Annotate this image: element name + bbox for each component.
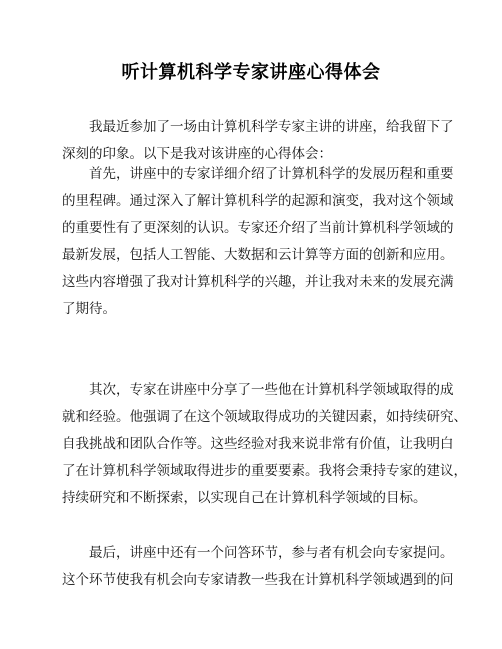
paragraph-line: 最新发展，包括人工智能、大数据和云计算等方面的创新和应用。	[62, 247, 454, 263]
paragraph-line: 这些内容增强了我对计算机科学的兴趣，并让我对未来的发展充满	[62, 274, 454, 290]
paragraph-line: 我最近参加了一场由计算机科学专家主讲的讲座，给我留下了	[89, 119, 454, 135]
paragraph-line: 就和经验。他强调了在这个领域取得成功的关键因素，如持续研究、	[62, 409, 467, 425]
paragraph-line: 最后，讲座中还有一个问答环节，参与者有机会向专家提问。	[89, 545, 454, 561]
paragraph-first	[62, 161, 462, 323]
paragraph-line: 这个环节使我有机会向专家请教一些我在计算机科学领域遇到的问	[62, 572, 454, 588]
paragraph-last	[62, 540, 462, 594]
paragraph-line: 了期待。	[62, 301, 116, 317]
paragraph-line: 的里程碑。通过深入了解计算机科学的起源和演变，我对这个领域	[62, 193, 454, 209]
paragraph-intro	[62, 114, 462, 168]
paragraph-line: 持续研究和不断探索，以实现自己在计算机科学领域的目标。	[62, 490, 427, 506]
paragraph-line: 其次，专家在讲座中分享了一些他在计算机科学领域取得的成	[89, 382, 454, 398]
paragraph-second	[62, 377, 467, 512]
paragraph-line: 的重要性有了更深刻的认识。专家还介绍了当前计算机科学领域的	[62, 220, 454, 236]
paragraph-line: 自我挑战和团队合作等。这些经验对我来说非常有价值，让我明白	[62, 436, 454, 452]
document-title: 听计算机科学专家讲座心得体会	[121, 62, 381, 83]
paragraph-line: 首先，讲座中的专家详细介绍了计算机科学的发展历程和重要	[89, 166, 454, 182]
paragraph-line: 深刻的印象。以下是我对该讲座的心得体会：	[62, 146, 332, 162]
paragraph-line: 了在计算机科学领域取得进步的重要要素。我将会秉持专家的建议，	[62, 463, 467, 479]
